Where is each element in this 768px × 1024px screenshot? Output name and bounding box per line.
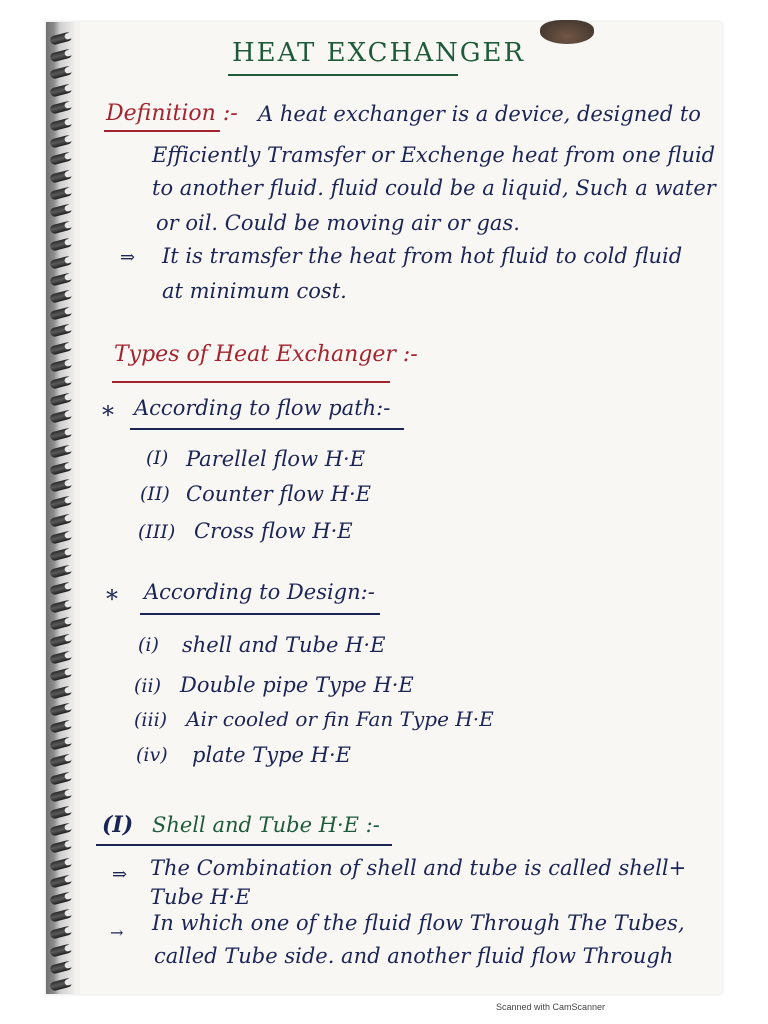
design-item-number: (iv)	[136, 744, 168, 766]
spiral-ring	[49, 444, 73, 458]
spiral-ring	[49, 307, 73, 321]
design-item-text: Air cooled or fin Fan Type H·E	[186, 707, 494, 731]
spiral-ring	[49, 203, 73, 217]
spiral-ring	[49, 31, 73, 45]
spiral-ring	[49, 719, 73, 733]
definition-line: A heat exchanger is a device, designed to	[258, 102, 701, 126]
spiral-ring	[49, 874, 73, 888]
design-item-text: shell and Tube H·E	[182, 633, 386, 657]
spiral-ring	[49, 513, 73, 527]
flow-path-underline	[130, 428, 404, 430]
flow-item-number: (II)	[140, 483, 170, 505]
shell-tube-line: In which one of the fluid flow Through The Tubes,	[152, 911, 685, 935]
definition-line: to another fluid. fluid could be a liquid, Such a water	[152, 176, 716, 200]
title-underline	[228, 74, 458, 76]
design-heading: According to Design:-	[144, 580, 375, 604]
flow-item-text: Counter flow H·E	[186, 482, 371, 506]
design-item-number: (i)	[138, 634, 159, 656]
flow-item-number: (I)	[146, 447, 169, 469]
arrow-bullet: ⇒	[120, 247, 136, 268]
arrow-bullet: →	[110, 923, 124, 942]
spiral-binding	[46, 22, 80, 994]
spiral-ring	[49, 926, 73, 940]
spiral-ring	[49, 461, 73, 475]
thumb-shadow	[540, 20, 594, 44]
spiral-ring	[49, 66, 73, 80]
spiral-ring	[49, 100, 73, 114]
spiral-ring	[49, 857, 73, 871]
spiral-ring	[49, 375, 73, 389]
arrow-bullet: ⇒	[112, 864, 128, 885]
spiral-ring	[49, 186, 73, 200]
spiral-ring	[49, 169, 73, 183]
spiral-ring	[49, 891, 73, 905]
spiral-ring	[49, 49, 73, 63]
shell-tube-line: The Combination of shell and tube is called shell+	[150, 856, 687, 880]
spiral-ring	[49, 117, 73, 131]
spiral-ring	[49, 410, 73, 424]
definition-line: or oil. Could be moving air or gas.	[156, 211, 520, 235]
shell-tube-heading: Shell and Tube H·E :-	[152, 813, 380, 837]
spiral-ring	[49, 823, 73, 837]
spiral-ring	[49, 272, 73, 286]
spiral-ring	[49, 788, 73, 802]
spiral-ring	[49, 135, 73, 149]
shell-tube-line: Tube H·E	[150, 885, 251, 909]
spiral-ring	[49, 83, 73, 97]
spiral-ring	[49, 668, 73, 682]
spiral-ring	[49, 393, 73, 407]
spiral-ring	[49, 238, 73, 252]
page-title: HEAT EXCHANGER	[232, 38, 526, 68]
star-marker: *	[106, 585, 118, 613]
spiral-ring	[49, 616, 73, 630]
types-underline	[112, 381, 390, 383]
flow-item-number: (III)	[138, 521, 176, 543]
definition-bullet-line: at minimum cost.	[162, 279, 347, 303]
spiral-ring	[49, 221, 73, 235]
spiral-ring	[49, 496, 73, 510]
spiral-ring	[49, 255, 73, 269]
spiral-ring	[49, 582, 73, 596]
definition-label: Definition :-	[106, 101, 238, 126]
spiral-ring	[49, 754, 73, 768]
spiral-ring	[49, 977, 73, 991]
design-item-number: (ii)	[134, 675, 161, 697]
spiral-ring	[49, 427, 73, 441]
shell-tube-line: called Tube side. and another fluid flow Through	[154, 944, 674, 968]
scanner-footer: Scanned with CamScanner	[496, 1002, 606, 1012]
notebook-page	[46, 22, 722, 994]
design-item-text: Double pipe Type H·E	[180, 673, 414, 697]
spiral-ring	[49, 565, 73, 579]
spiral-ring	[49, 358, 73, 372]
spiral-ring	[49, 805, 73, 819]
definition-bullet-line: It is tramsfer the heat from hot fluid to cold fluid	[162, 244, 683, 268]
spiral-ring	[49, 530, 73, 544]
flow-item-text: Parellel flow H·E	[186, 447, 366, 471]
spiral-ring	[49, 289, 73, 303]
spiral-ring	[49, 737, 73, 751]
types-heading: Types of Heat Exchanger :-	[114, 342, 418, 367]
shell-tube-underline	[96, 844, 392, 846]
spiral-ring	[49, 479, 73, 493]
shell-tube-number: (I)	[102, 812, 134, 838]
spiral-ring	[49, 599, 73, 613]
spiral-ring	[49, 547, 73, 561]
spiral-ring	[49, 685, 73, 699]
spiral-ring	[49, 633, 73, 647]
flow-item-text: Cross flow H·E	[194, 519, 353, 543]
spiral-ring	[49, 909, 73, 923]
spiral-ring	[49, 341, 73, 355]
flow-path-heading: According to flow path:-	[134, 396, 391, 420]
spiral-ring	[49, 960, 73, 974]
spiral-ring	[49, 324, 73, 338]
definition-underline	[104, 130, 220, 132]
spiral-ring	[49, 943, 73, 957]
design-underline	[140, 613, 380, 615]
star-marker: *	[102, 401, 114, 429]
design-item-text: plate Type H·E	[192, 743, 351, 767]
spiral-ring	[49, 152, 73, 166]
definition-line: Efficiently Tramsfer or Exchenge heat from one fluid	[152, 143, 716, 167]
spiral-ring	[49, 651, 73, 665]
design-item-number: (iii)	[134, 709, 168, 731]
spiral-ring	[49, 771, 73, 785]
spiral-ring	[49, 702, 73, 716]
spiral-ring	[49, 840, 73, 854]
